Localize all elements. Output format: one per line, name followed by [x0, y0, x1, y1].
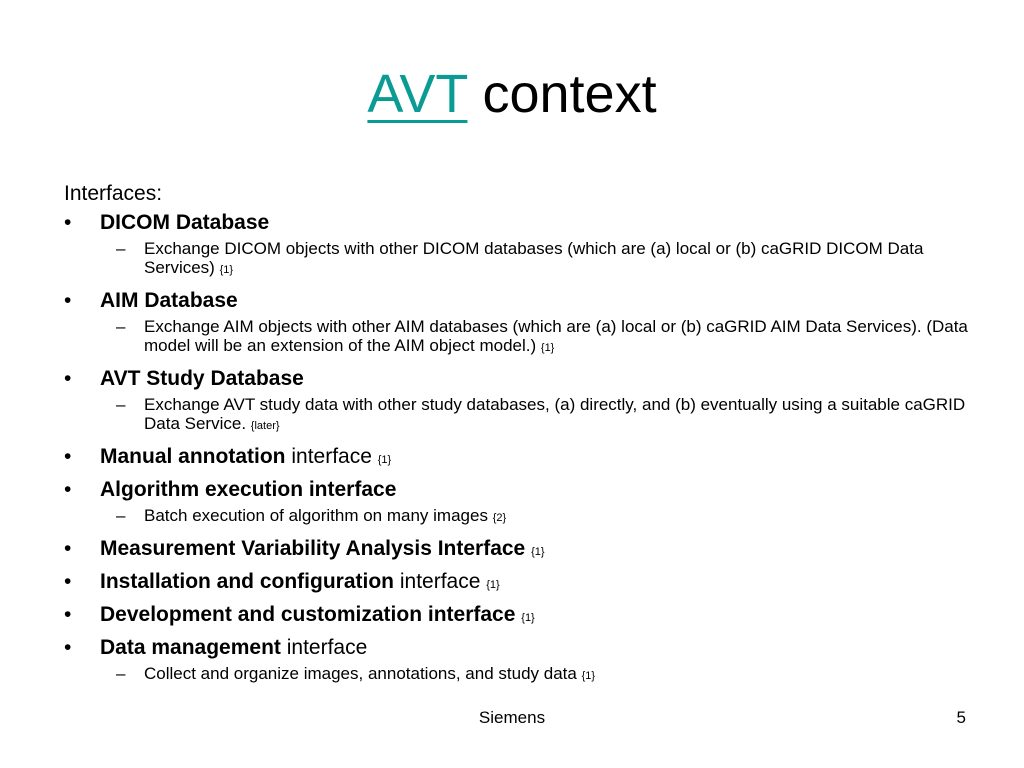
avt-link[interactable]: AVT [367, 64, 468, 124]
reference-tag: {1} [219, 264, 234, 276]
footer-company: Siemens [478, 708, 546, 727]
reference-tag: {1} [486, 579, 500, 591]
bullet-mark: • [64, 289, 72, 312]
bullet-item [64, 535, 984, 566]
bullet-bold-text: Development and customization interface [100, 603, 516, 626]
bullet-mark: • [64, 211, 72, 234]
sub-bullet-text: Collect and organize images, annotations, and study data [144, 664, 577, 683]
bullet-mark: • [64, 478, 72, 501]
reference-tag: {later} [250, 420, 280, 432]
sub-bullet-item [64, 664, 984, 686]
bullet-bold-text: AIM Database [100, 289, 238, 312]
bullet-mark: • [64, 636, 72, 659]
bullet-mark: • [64, 537, 72, 560]
sub-bullet-item [64, 239, 984, 280]
sub-bullet-item [64, 395, 984, 436]
dash-mark: – [116, 395, 126, 414]
sub-bullet-text: Exchange DICOM objects with other DICOM databases (which are (a) local or (b) caGRID DICOM Data Services) [144, 239, 924, 277]
bullet-mark: • [64, 367, 72, 390]
bullet-normal-text: interface [286, 636, 368, 659]
bullet-mark: • [64, 445, 72, 468]
bullet-bold-text: Data management [100, 636, 281, 659]
bullet-bold-text: Measurement Variability Analysis Interface [100, 537, 526, 560]
bullet-item [64, 209, 984, 237]
bullet-item [64, 634, 984, 662]
intro-text: Interfaces: [64, 182, 163, 205]
bullet-item [64, 287, 984, 315]
bullet-bold-text: DICOM Database [100, 211, 270, 234]
dash-mark: – [116, 239, 126, 258]
sub-bullet-text: Batch execution of algorithm on many images [144, 506, 488, 525]
page-number: 5 [956, 708, 966, 727]
bullet-bold-text: Installation and configuration [100, 570, 394, 593]
bullet-item [64, 601, 984, 632]
dash-mark: – [116, 317, 126, 336]
bullet-mark: • [64, 570, 72, 593]
reference-tag: {2} [492, 512, 507, 524]
sub-bullet-text: Exchange AIM objects with other AIM databases (which are (a) local or (b) caGRID AIM Data Services). (Data model will be an extension of the AIM object model.) [144, 317, 968, 355]
slide-title [0, 62, 1024, 126]
reference-tag: {1} [377, 454, 392, 466]
bullet-mark: • [64, 603, 72, 626]
reference-tag: {1} [540, 342, 555, 354]
bullet-item [64, 365, 984, 393]
sub-bullet-item [64, 506, 984, 528]
bullet-item [64, 476, 984, 504]
reference-tag: {1} [531, 546, 545, 558]
bullet-normal-text: interface [399, 570, 481, 593]
sub-bullet-text: Exchange AVT study data with other study databases, (a) directly, and (b) eventually using a suitable caGRID Data Service. [144, 395, 966, 433]
title-rest: context [482, 64, 657, 124]
bullet-normal-text: interface [291, 445, 372, 468]
dash-mark: – [116, 506, 126, 525]
bullet-bold-text: AVT Study Database [100, 367, 304, 390]
reference-tag: {1} [581, 670, 596, 682]
sub-bullet-item [64, 317, 984, 358]
bullet-bold-text: Manual annotation [100, 445, 286, 468]
bullet-bold-text: Algorithm execution interface [100, 478, 397, 501]
dash-mark: – [116, 664, 126, 683]
reference-tag: {1} [521, 612, 535, 624]
bullet-item [64, 443, 984, 474]
bullet-item [64, 568, 984, 599]
slide-body [64, 180, 984, 693]
